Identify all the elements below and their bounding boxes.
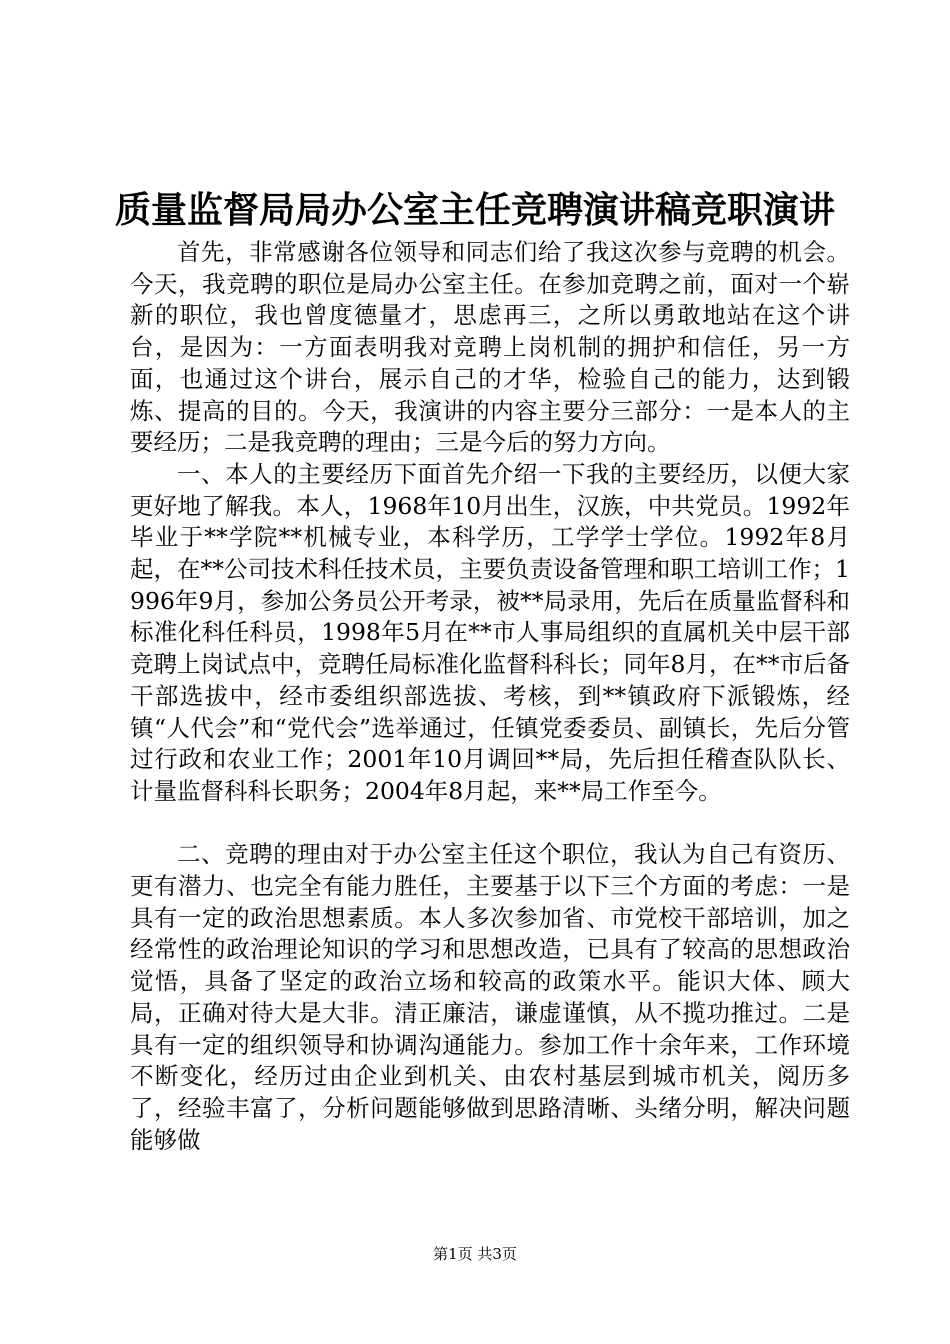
paragraph-reasons: 二、竞聘的理由对于办公室主任这个职位，我认为自己有资历、更有潜力、也完全有能力胜任，主要基于以下三个方面的考虑：一是具有一定的政治思想素质。本人多次参加省、市党校干部培训，加之经常性的政治理论知识的学习和思想改造，已具有了较高的思想政治觉悟，具备了坚定的政治立场和较高的政策水平。能识大体、顾大局，正确对待大是大非。清正廉洁，谦虚谨慎，从不揽功推过。二是具有一定的组织领导和协调沟通能力。参加工作十余年来，工作环境不断变化，经历过由企业到机关、由农村基层到城市机关，阅历多了，经验丰富了，分析问题能够做到思路清晰、头绪分明，解决问题能够做 bbox=[130, 840, 850, 1154]
page-footer: 第1页 共3页 bbox=[433, 1245, 517, 1263]
document-title: 质量监督局局办公室主任竞聘演讲稿竞职演讲 bbox=[114, 189, 835, 231]
paragraph-intro: 首先，非常感谢各位领导和同志们给了我这次参与竞聘的机会。今天，我竞聘的职位是局办公室主任。在参加竞聘之前，面对一个崭新的职位，我也曾度德量才，思虑再三，之所以勇敢地站在这个讲台，是因为：一方面表明我对竞聘上岗机制的拥护和信任，另一方面，也通过这个讲台，展示自己的才华，检验自己的能力，达到锻炼、提高的目的。今天，我演讲的内容主要分三部分：一是本人的主要经历；二是我竞聘的理由；三是今后的努力方向。 bbox=[130, 238, 850, 457]
paragraph-experience: 一、本人的主要经历下面首先介绍一下我的主要经历，以便大家更好地了解我。本人，1968年10月出生，汉族，中共党员。1992年毕业于**学院**机械专业，本科学历，工学学士学位。1992年8月起，在**公司技术科任技术员，主要负责设备管理和职工培训工作；1996年9月，参加公务员公开考录，被**局录用，先后在质量监督科和标准化科任科员，1998年5月在**市人事局组织的直属机关中层干部竞聘上岗试点中，竞聘任局标准化监督科科长；同年8月，在**市后备干部选拔中，经市委组织部选拔、考核，到**镇政府下派锻炼，经镇“人代会”和“党代会”选举通过，任镇党委委员、副镇长，先后分管过行政和农业工作；2001年10月调回**局，先后担任稽查队队长、计量监督科科长职务；2004年8月起，来**局工作至今。 bbox=[130, 459, 850, 805]
paragraph-spacer bbox=[130, 808, 850, 840]
document-body bbox=[130, 237, 850, 1156]
